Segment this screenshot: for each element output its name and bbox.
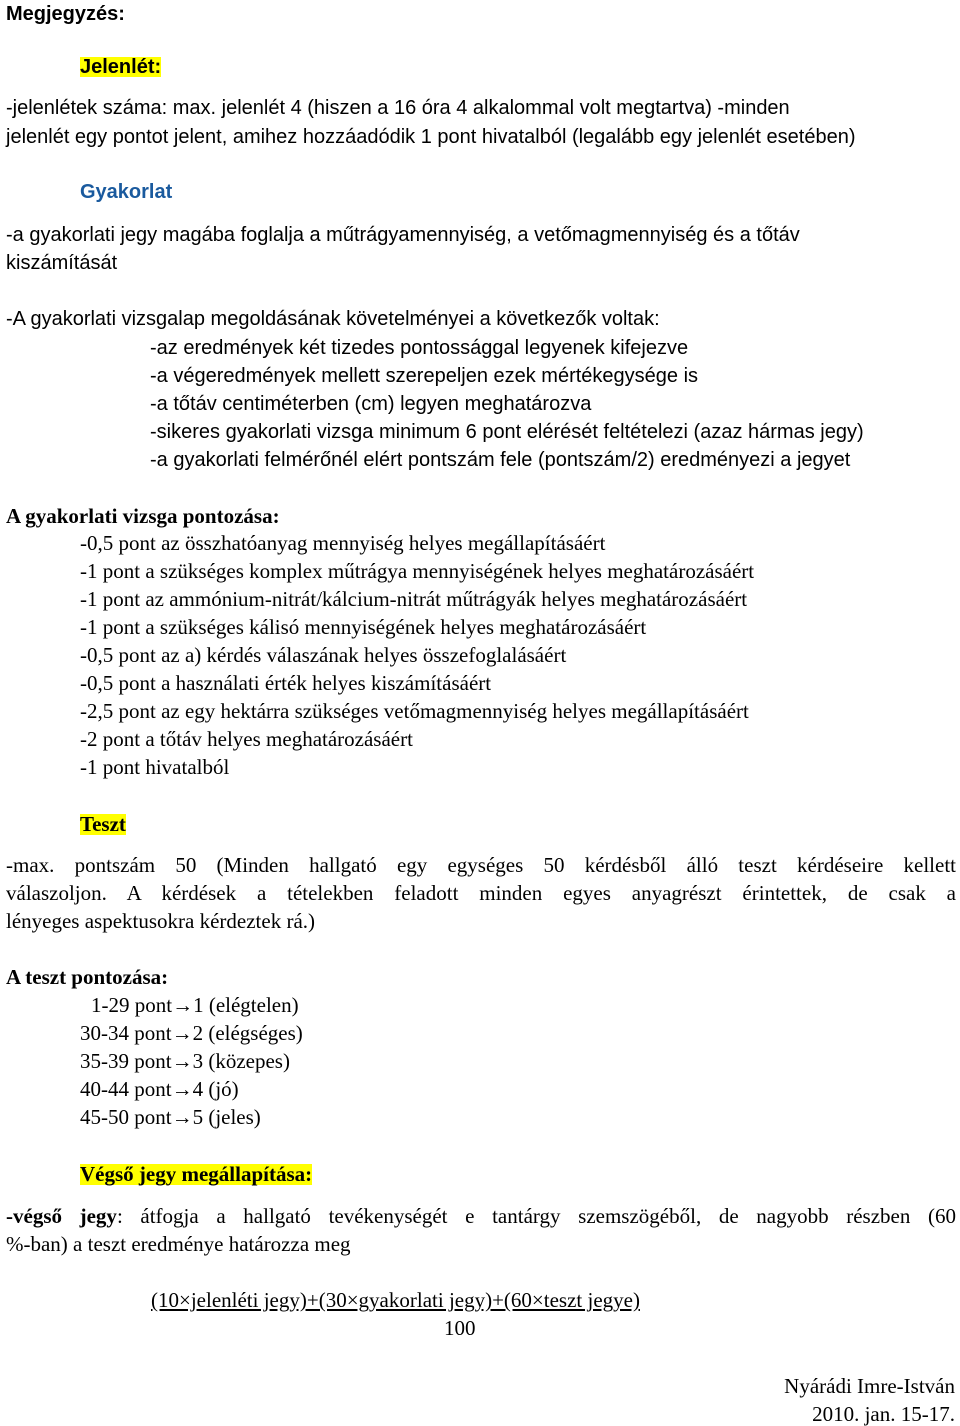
requirement-item: -a tőtáv centiméterben (cm) legyen meghatározva <box>150 393 592 415</box>
grade-range: 30-34 pont <box>80 1021 172 1045</box>
grade-value: 4 (jó) <box>192 1077 239 1101</box>
requirement-item: -sikeres gyakorlati vizsga minimum 6 pont elérését feltételezi (azaz hármas jegy) <box>150 421 864 443</box>
scoring-item: -1 pont a szükséges komplex műtrágya mennyiségének helyes meghatározásáért <box>80 559 755 583</box>
final-line1 <box>6 1206 956 1227</box>
final-label: -végső jegy <box>6 1204 117 1228</box>
scoring-item: -0,5 pont az összhatóanyag mennyiség helyes megállapításáért <box>80 531 606 555</box>
formula-denominator: 100 <box>444 1316 476 1340</box>
test-scoring-title: A teszt pontozása: <box>6 965 169 989</box>
final-line1-text <box>6 1206 956 1227</box>
attendance-label: -jelenlétek száma <box>6 97 162 119</box>
test-line1 <box>6 855 956 876</box>
grade-value: 3 (közepes) <box>192 1049 290 1073</box>
grade-range: 1-29 pont <box>91 993 173 1017</box>
attendance-title: Jelenlét: <box>80 56 162 78</box>
scoring-item: -2 pont a tőtáv helyes meghatározásáért <box>80 727 413 751</box>
final-title: Végső jegy megállapítása: <box>80 1162 313 1186</box>
grade-row <box>80 1107 261 1128</box>
arrow-right-icon: → <box>171 1049 193 1073</box>
grade-row <box>80 1051 290 1072</box>
arrow-right-icon: → <box>171 1105 193 1129</box>
note-heading: Megjegyzés: <box>6 3 125 25</box>
practice-title: Gyakorlat <box>80 181 173 203</box>
attendance-line1-rest: : max. jelenlét 4 (hiszen a 16 óra 4 alkalommal volt megtartva) -minden <box>161 97 790 119</box>
requirement-item: -a gyakorlati felmérőnél elért pontszám fele (pontszám/2) eredményezi a jegyet <box>150 449 851 471</box>
grade-range: 35-39 pont <box>80 1049 172 1073</box>
grade-row <box>80 1023 303 1044</box>
grade-range: 40-44 pont <box>80 1077 172 1101</box>
grade-value: 5 (jeles) <box>192 1105 261 1129</box>
scoring-item: -1 pont az ammónium-nitrát/kálcium-nitrát műtrágyák helyes meghatározásáért <box>80 587 748 611</box>
test-line2 <box>6 883 956 904</box>
requirement-item: -az eredmények két tizedes pontossággal legyenek kifejezve <box>150 337 689 359</box>
grade-row <box>91 995 299 1016</box>
grade-range: 45-50 pont <box>80 1105 172 1129</box>
test-line1-text: -max. pontszám 50 (Minden hallgató egy egységes 50 kérdésből álló teszt kérdéseire kellett <box>6 853 956 877</box>
practice-scoring-title: A gyakorlati vizsga pontozása: <box>6 504 280 528</box>
attendance-line2: jelenlét egy pontot jelent, amihez hozzáadódik 1 pont hivatalból (legalább egy jelenlét esetében) <box>6 126 856 148</box>
practice-line2: kiszámítását <box>6 252 118 274</box>
grade-value: 2 (elégséges) <box>192 1021 303 1045</box>
grade-value: 1 (elégtelen) <box>193 993 299 1017</box>
test-title: Teszt <box>80 812 126 836</box>
final-line1-rest: : átfogja a hallgató tevékenységét e tantárgy szemszögéből, de nagyobb részben (60 <box>116 1204 956 1228</box>
scoring-item: -2,5 pont az egy hektárra szükséges vetőmagmennyiség helyes megállapításáért <box>80 699 749 723</box>
practice-line1: -a gyakorlati jegy magába foglalja a műtrágyamennyiség, a vetőmagmennyiség és a tőtáv <box>6 224 800 246</box>
grade-row <box>80 1079 239 1100</box>
scoring-item: -1 pont a szükséges kálisó mennyiségének helyes meghatározásáért <box>80 615 647 639</box>
final-line2: %-ban) a teszt eredménye határozza meg <box>6 1232 351 1256</box>
practice-requirements-intro: -A gyakorlati vizsgalap megoldásának követelményei a következők voltak: <box>6 308 660 330</box>
formula-numerator: (10×jelenléti jegy)+(30×gyakorlati jegy)+(60×teszt jegye) <box>151 1288 640 1312</box>
arrow-right-icon: → <box>171 1021 193 1045</box>
scoring-item: -0,5 pont az a) kérdés válaszának helyes összefoglalásáért <box>80 643 567 667</box>
attendance-line1 <box>6 98 790 118</box>
scoring-item: -0,5 pont a használati érték helyes kiszámításáért <box>80 671 492 695</box>
test-line3: lényeges aspektusokra kérdeztek rá.) <box>6 909 316 933</box>
test-line2-text: válaszoljon. A kérdések a tételekben feladott minden egyes anyagrészt érintettek, de csak a <box>6 881 956 905</box>
requirement-item: -a végeredmények mellett szerepeljen ezek mértékegysége is <box>150 365 699 387</box>
signature-author: Nyárádi Imre-István <box>784 1374 955 1398</box>
scoring-item: -1 pont hivatalból <box>80 755 230 779</box>
arrow-right-icon: → <box>171 1077 193 1101</box>
arrow-right-icon: → <box>172 993 194 1017</box>
signature-date: 2010. jan. 15-17. <box>812 1402 955 1426</box>
